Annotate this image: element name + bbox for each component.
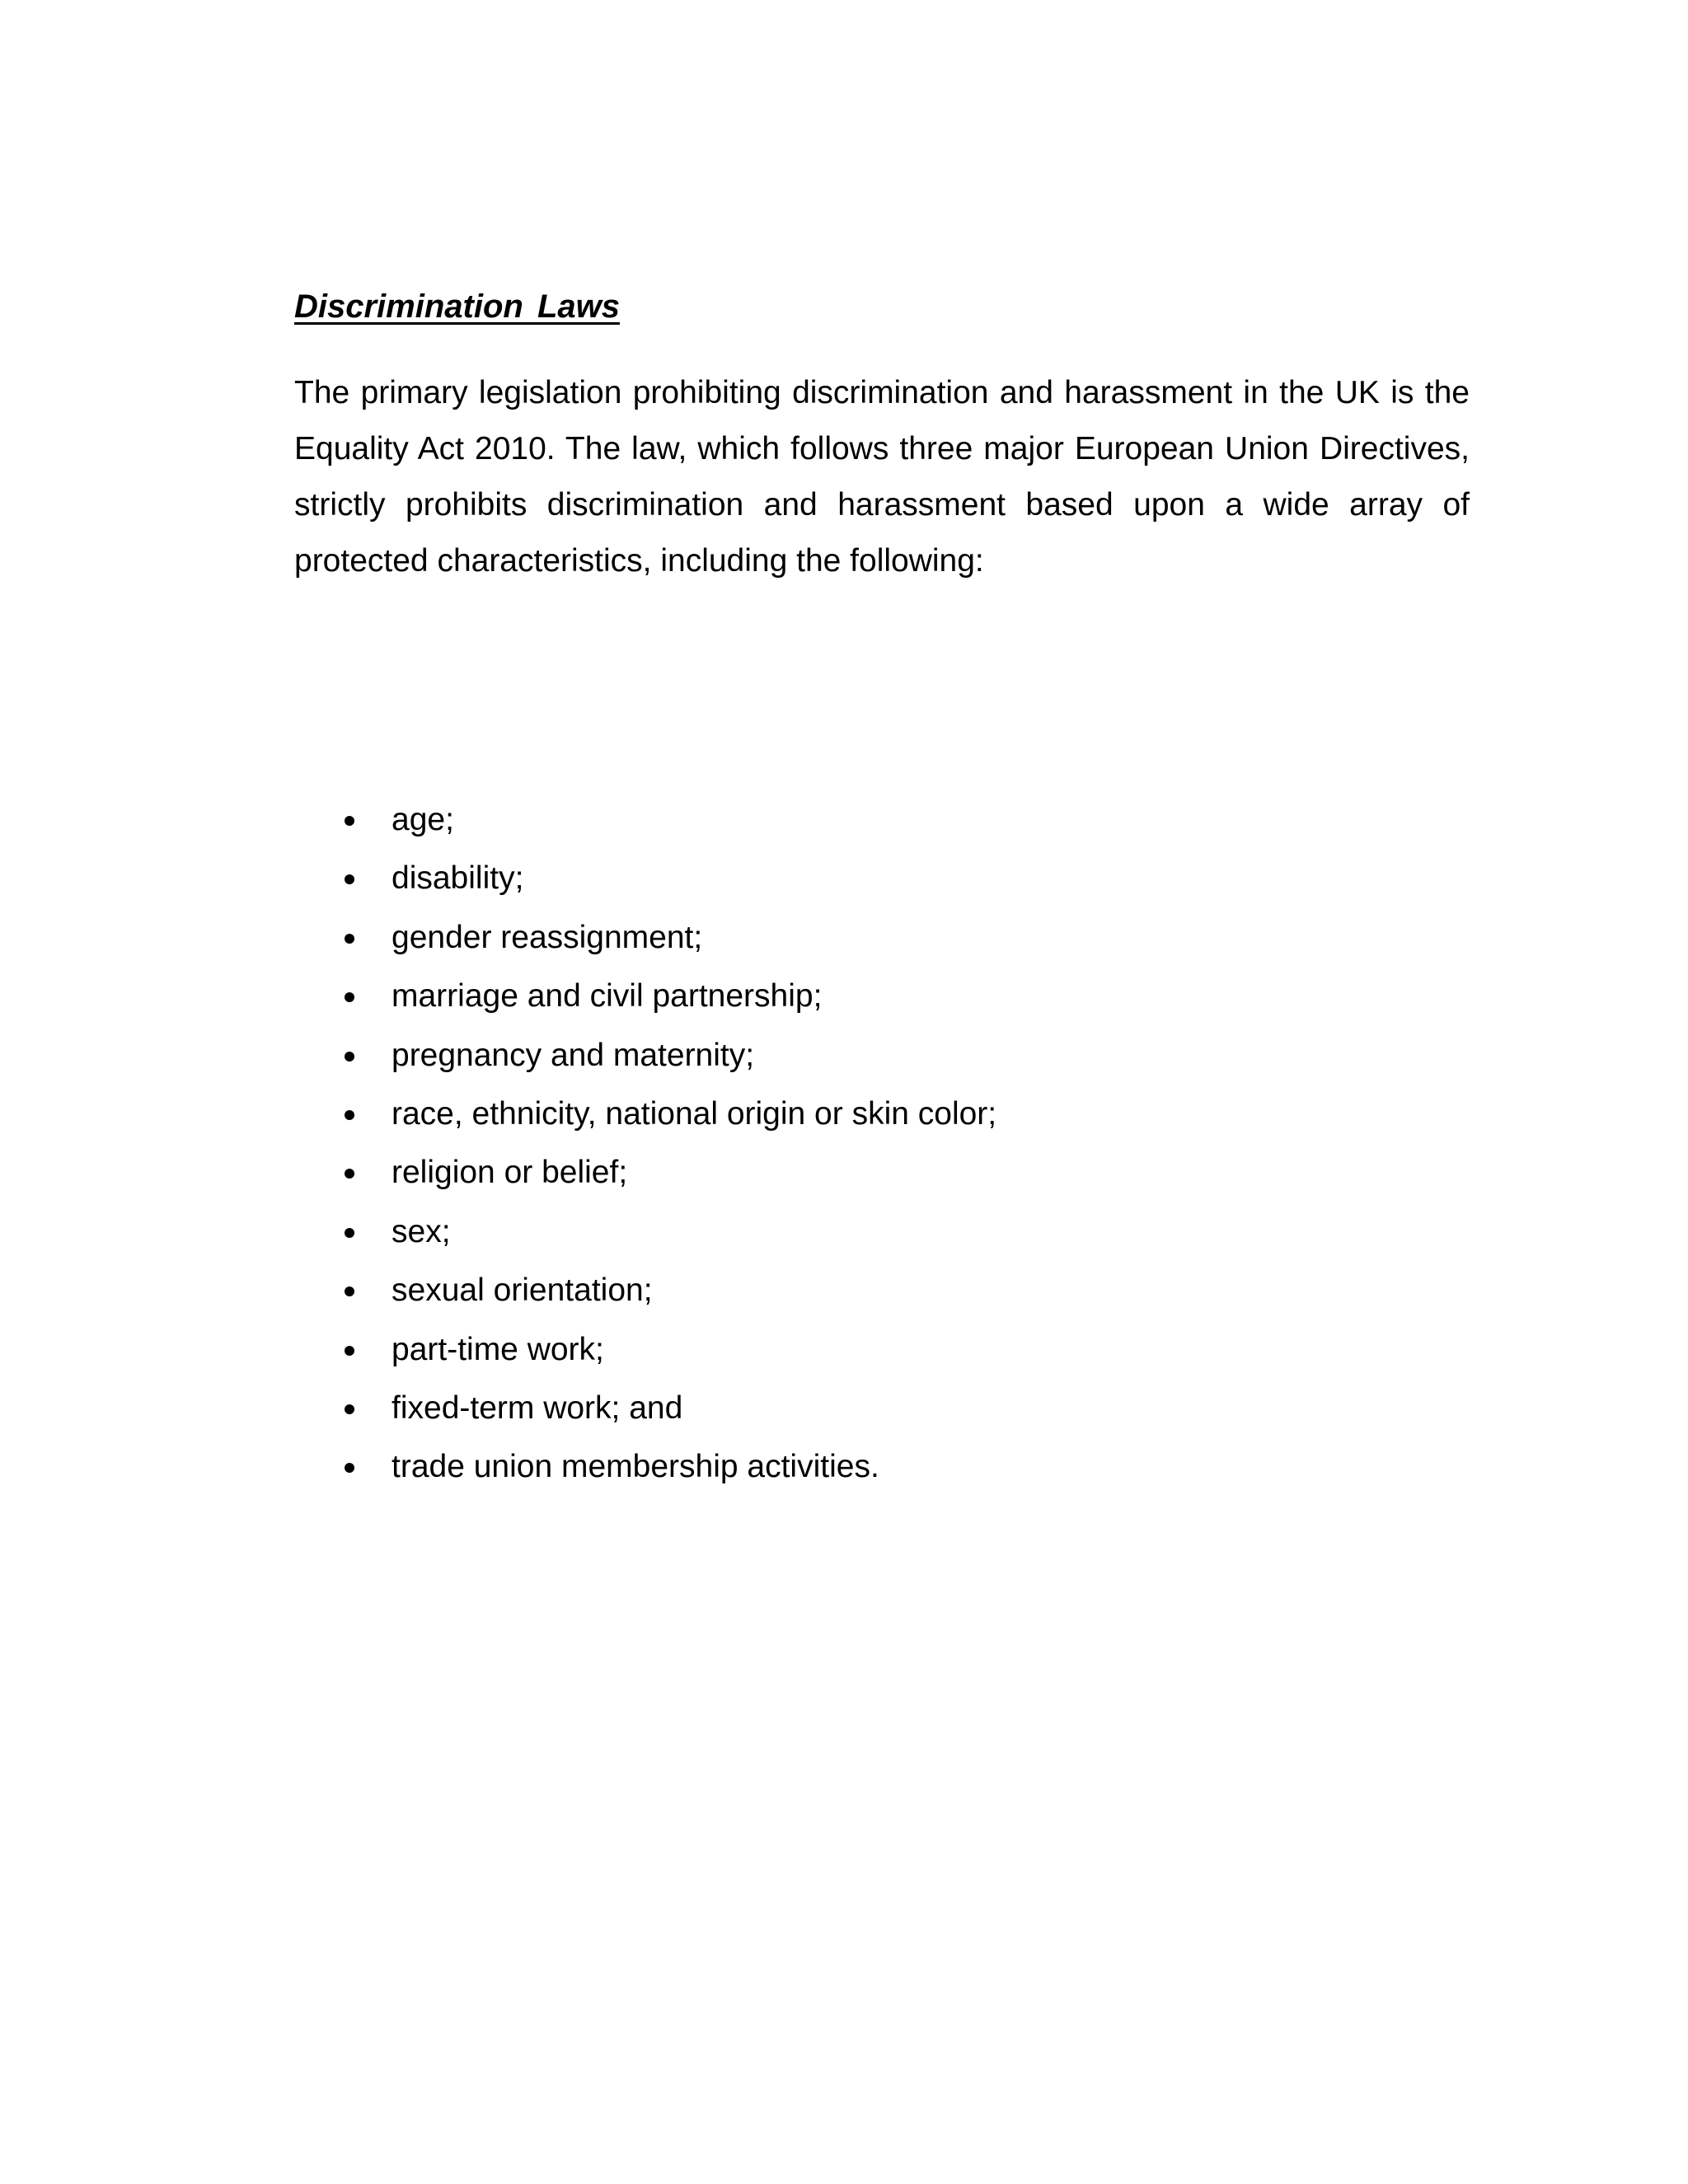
protected-characteristics-list bbox=[294, 790, 1448, 1497]
list-item bbox=[294, 790, 1448, 849]
list-item-text: sex; bbox=[392, 1213, 451, 1249]
bullet-icon bbox=[345, 1286, 354, 1296]
list-item bbox=[294, 1320, 1448, 1379]
bullet-icon bbox=[345, 1346, 354, 1356]
list-item bbox=[294, 1085, 1448, 1143]
bullet-icon bbox=[345, 816, 354, 826]
list-item-text: race, ethnicity, national origin or skin color; bbox=[392, 1095, 997, 1132]
bullet-icon bbox=[345, 1228, 354, 1238]
bullet-icon bbox=[345, 1463, 354, 1473]
bullet-icon bbox=[345, 1404, 354, 1414]
intro-paragraph: The primary legislation prohibiting discrimination and harassment in the UK is the Equality Act 2010. The law, which follows three major European Union Directives, strictly prohibits discrimination and harassment based upon a wide array of protected characteristics, including the following: bbox=[294, 375, 1470, 579]
list-item-text: part-time work; bbox=[392, 1331, 604, 1367]
list-item bbox=[294, 1261, 1448, 1319]
list-item bbox=[294, 1437, 1448, 1496]
list-item-text: religion or belief; bbox=[392, 1155, 628, 1191]
bullet-icon bbox=[345, 874, 354, 884]
list-item-text: trade union membership activities. bbox=[392, 1449, 879, 1485]
list-item-text: sexual orientation; bbox=[392, 1272, 653, 1309]
list-item-text: disability; bbox=[392, 860, 524, 897]
bullet-icon bbox=[345, 1169, 354, 1179]
bullet-icon bbox=[345, 992, 354, 1002]
list-item bbox=[294, 1379, 1448, 1437]
bullet-icon bbox=[345, 1052, 354, 1062]
bullet-icon bbox=[345, 934, 354, 944]
list-item-text: fixed-term work; and bbox=[392, 1390, 683, 1426]
list-item bbox=[294, 1026, 1448, 1085]
section-heading: Discrimination Laws bbox=[294, 288, 620, 325]
list-item-text: pregnancy and maternity; bbox=[392, 1037, 755, 1073]
list-item-text: age; bbox=[392, 802, 454, 837]
list-item bbox=[294, 1143, 1448, 1202]
list-item-text: gender reassignment; bbox=[392, 919, 703, 955]
list-item bbox=[294, 908, 1448, 967]
list-item bbox=[294, 967, 1448, 1025]
bullet-icon bbox=[345, 1110, 354, 1120]
list-item bbox=[294, 1202, 1448, 1261]
list-item bbox=[294, 849, 1448, 907]
list-item-text: marriage and civil partnership; bbox=[392, 978, 823, 1015]
